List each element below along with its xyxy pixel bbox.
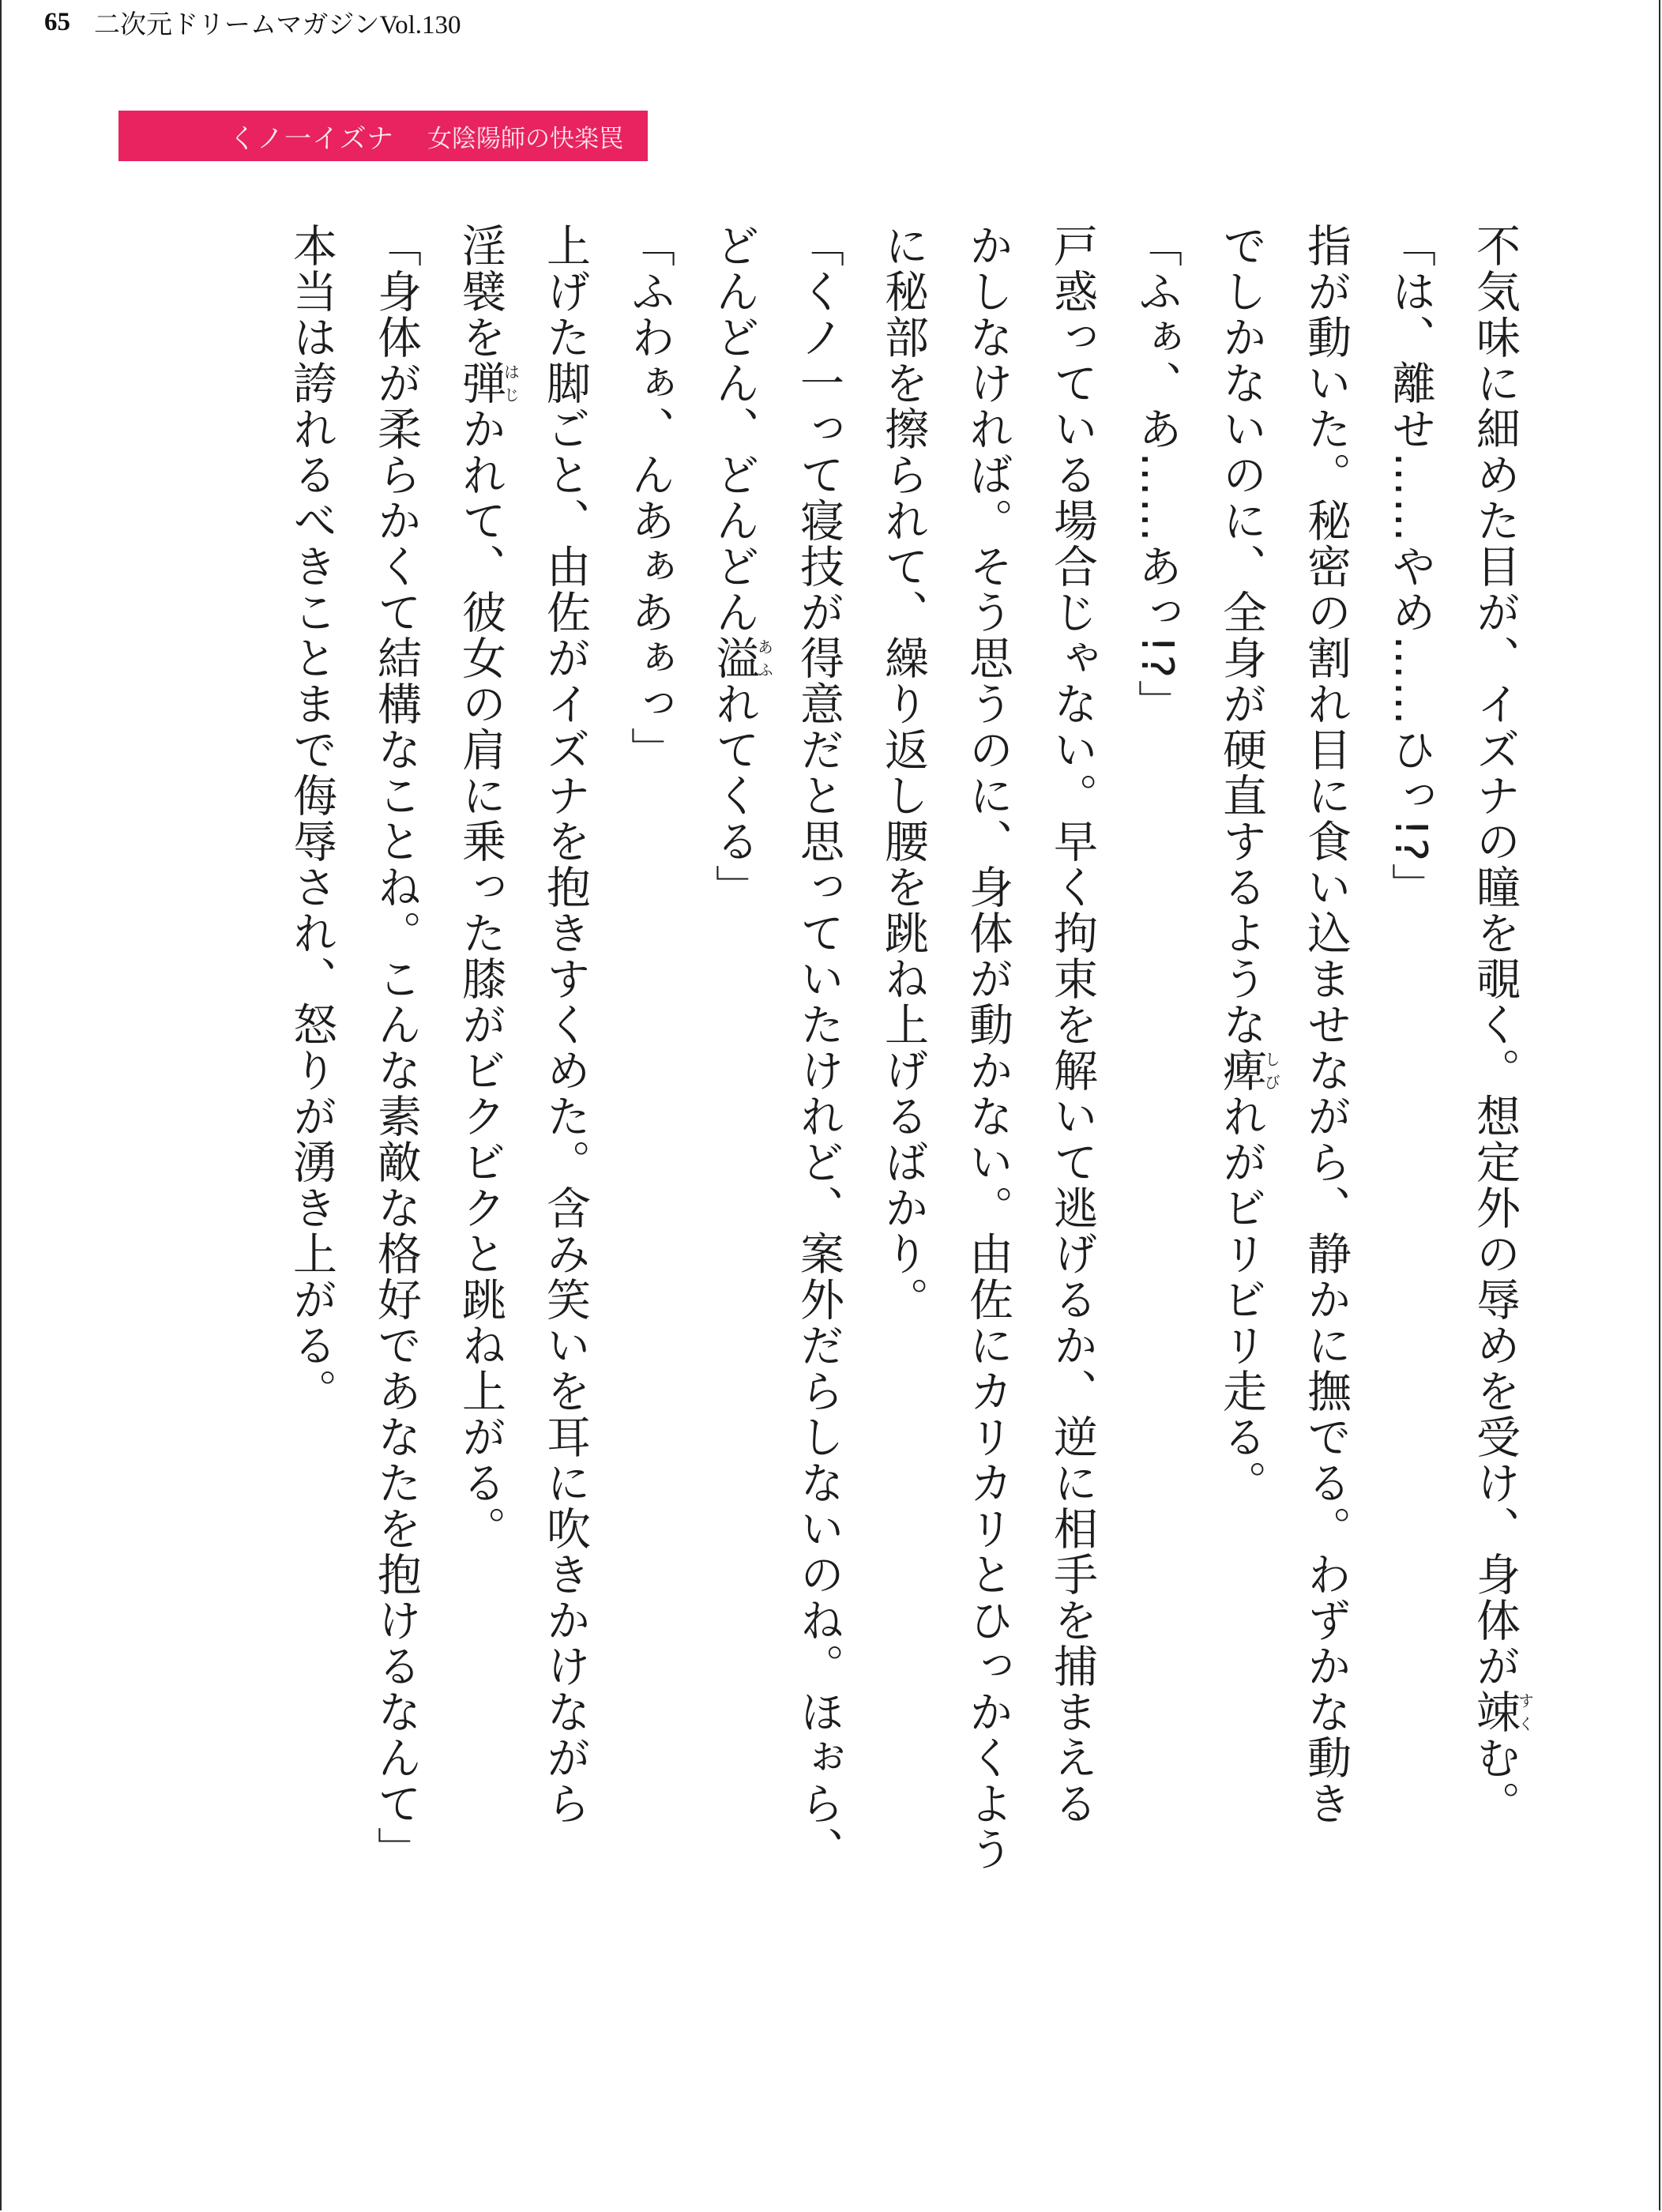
- ruby-reading: しび: [1262, 1048, 1281, 1093]
- magazine-title: 二次元ドリームマガジンVol.130: [94, 10, 461, 40]
- text-line: [776, 223, 861, 2119]
- text-segment: 「は、離せ……やめ……ひっ!?」: [1385, 223, 1436, 909]
- ruby-reading: あふ: [754, 635, 774, 681]
- text-line: [438, 223, 523, 2119]
- text-segment: れてくる」: [709, 681, 760, 910]
- text-segment: む。: [1469, 1735, 1521, 1826]
- text-segment: 「くノ一って寝技が得意だと思っていたけれど、案外だらしないのね。ほぉら、: [793, 223, 844, 1872]
- text-segment: 「ふわぁ、んあぁあぁっ」: [624, 223, 675, 773]
- text-segment: かしなければ。そう思うのに、身体が動かない。由佐にカリカリとひっかくよう: [962, 223, 1013, 1872]
- text-line: [354, 223, 438, 2119]
- ruby-base: 竦: [1469, 1689, 1521, 1735]
- story-title: くノ一イズナ: [229, 122, 394, 155]
- text-line: [1030, 223, 1115, 2119]
- ruby-annotation: [455, 360, 521, 406]
- text-segment: かれて、彼女の肩に乗った膝がビクビクと跳ね上がる。: [455, 406, 506, 1552]
- ruby-reading: すく: [1515, 1689, 1535, 1735]
- text-line: [861, 223, 946, 2119]
- text-segment: 「ふぁ、あ……あっ!?」: [1131, 223, 1183, 726]
- text-segment: 淫襞を: [455, 223, 506, 360]
- text-line: [523, 223, 607, 2119]
- text-line: [946, 223, 1030, 2119]
- text-segment: れがビリビリ走る。: [1216, 1093, 1267, 1506]
- ruby-annotation: [1216, 1048, 1281, 1093]
- text-line: [1115, 223, 1199, 2119]
- vertical-body-text: [163, 223, 1537, 2119]
- text-segment: どんどん、どんどん: [709, 223, 760, 635]
- text-segment: 戸惑っている場合じゃない。早く拘束を解いて逃げるか、逆に相手を捕まえる: [1047, 223, 1098, 1826]
- ruby-base: 溢: [709, 635, 760, 681]
- ruby-base: 痺: [1216, 1048, 1267, 1093]
- story-title-banner: [118, 111, 648, 161]
- ruby-reading: はじ: [501, 360, 521, 406]
- text-segment: に秘部を擦られて、繰り返し腰を跳ね上げるばかり。: [878, 223, 929, 1322]
- text-segment: 本当は誇れるべきことまで侮辱され、怒りが湧き上がる。: [286, 223, 337, 1414]
- text-line: [1368, 223, 1453, 2119]
- text-line: [1453, 223, 1537, 2119]
- text-line: [692, 223, 776, 2119]
- ruby-annotation: [709, 635, 774, 681]
- ruby-annotation: [1469, 1689, 1535, 1735]
- story-subtitle: 女陰陽師の快楽罠: [427, 124, 623, 153]
- text-line: [607, 223, 692, 2119]
- text-line: [269, 223, 354, 2119]
- ruby-base: 弾: [455, 360, 506, 406]
- text-segment: 上げた脚ごと、由佐がイズナを抱きすくめた。含み笑いを耳に吹きかけながら: [540, 223, 591, 1826]
- page-header: [44, 5, 461, 40]
- text-line: [1199, 223, 1284, 2119]
- text-segment: 「身体が柔らかくて結構なことね。こんな素敵な格好であなたを抱けるなんて」: [370, 223, 422, 1872]
- text-segment: 不気味に細めた目が、イズナの瞳を覗く。想定外の辱めを受け、身体が: [1469, 223, 1521, 1689]
- text-line: [1284, 223, 1368, 2119]
- page-number: 65: [44, 7, 70, 36]
- text-segment: でしかないのに、全身が硬直するような: [1216, 223, 1267, 1048]
- text-segment: 指が動いた。秘密の割れ目に食い込ませながら、静かに撫でる。わずかな動き: [1300, 223, 1352, 1826]
